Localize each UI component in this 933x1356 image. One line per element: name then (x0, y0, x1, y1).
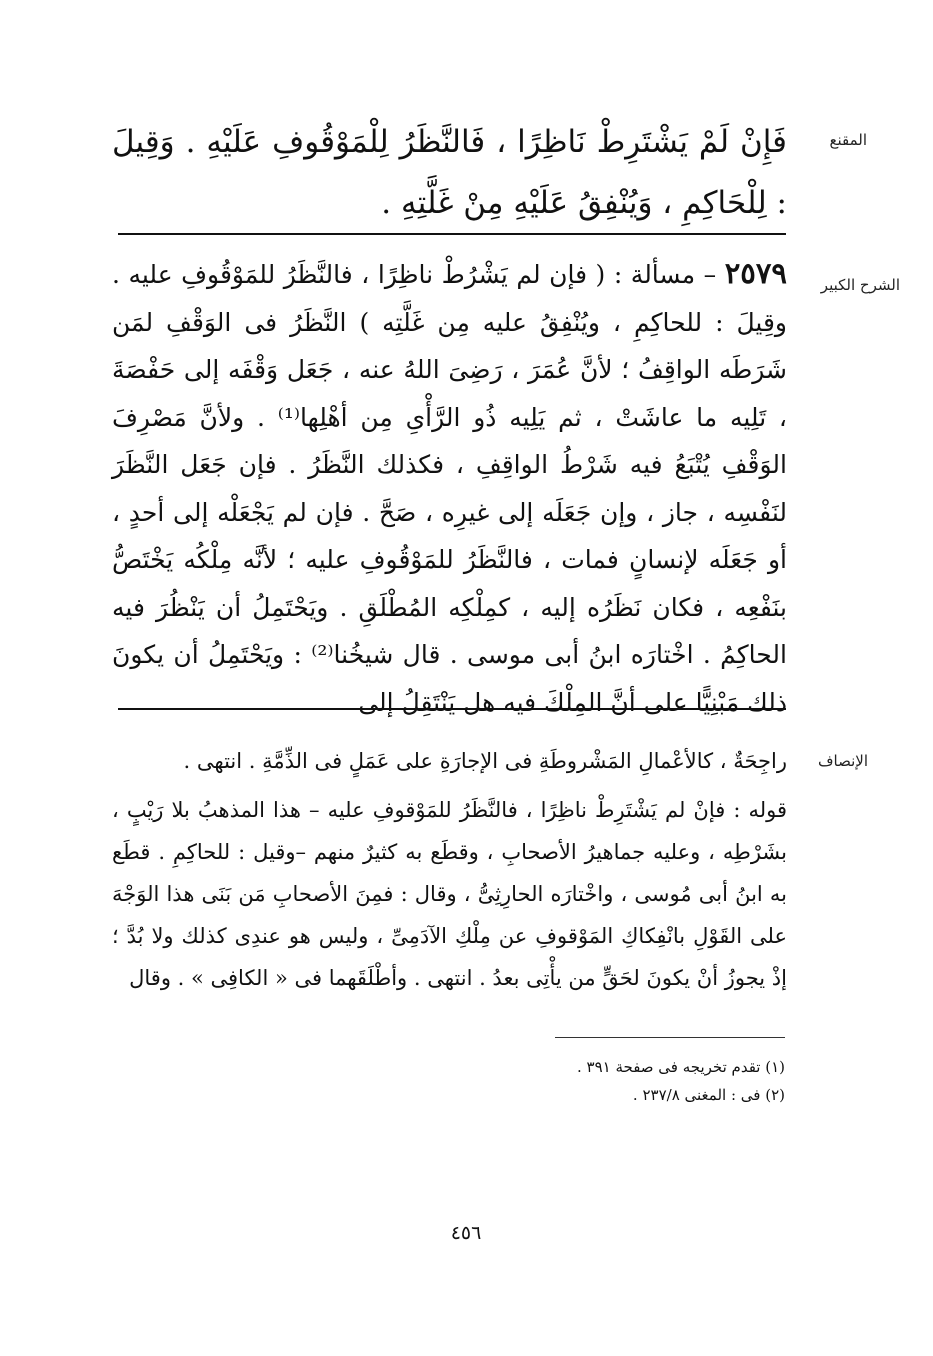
footnote-2: (٢) فى : المغنى ٢٣٧/٨ . (632, 1086, 785, 1104)
insaf-text-block (112, 740, 787, 999)
sharh-body: – مسألة : ( فإن لم يَشْرُطْ ناظِرًا ، فالنَّظَرُ للمَوْقُوفِ عليه . وقِيلَ : للحاكِمِ ، ويُنْفِقُ عليه مِن غَلَّتِه ) النَّظَرُ فى الوَقْفِ لمَن شَرَطَه الواقِفُ ؛ لأنَّ عُمَرَ ، رَضِىَ اللهُ عنه ، جَعَل وَقْفَه إلى حَفْصَةَ ، تَلِيه ما عاشَتْ ، ثم يَلِيه ذُو الرَّأْىِ مِن أهْلِها⁽¹⁾ . ولأنَّ مَصْرِفَ الوَقْفِ يُتْبَعُ فيه شَرْطُ الواقِفِ ، فكذلك النَّظَرُ . فإن جَعَل النَّظَرَ لنَفْسِه ، جاز ، وإن جَعَلَه إلى غيرِه ، صَحَّ . فإن لم يَجْعَلْه إلى أحدٍ ، أو جَعَلَه لإنسانٍ فمات ، فالنَّظَرُ للمَوْقُوفِ عليه ؛ لأنَّه مِلْكُه يَخْتَصُّ بنَفْعِه ، فكان نَظَرُه إليه ، كمِلْكِه المُطْلَقِ . ويَحْتَمِلُ أن يَنْظُرَ فيه الحاكِمُ . اخْتارَه ابنُ أبى موسى . قال شيخُنا⁽²⁾ : ويَحْتَمِلُ أن يكونَ ذلك مَبْنِيًّا على أنَّ المِلْكَ فيه هل يَنْتَقِلُ إلى (112, 260, 787, 717)
issue-number: ٢٥٧٩ (724, 256, 787, 290)
rule-after-muqni (118, 233, 786, 235)
muqni-paragraph: فَإِنْ لَمْ يَشْتَرِطْ نَاظِرًا ، فَالنَّظَرُ لِلْمَوْقُوفِ عَلَيْهِ . وَقِيلَ : لِلْحَاكِمِ ، وَيُنْفِقُ عَلَيْهِ مِنْ غَلَّتِهِ . (112, 124, 787, 221)
footnote-separator (555, 1037, 785, 1038)
footnote-1: (١) تقدم تخريجه فى صفحة ٣٩١ . (576, 1058, 785, 1076)
footnotes (300, 1053, 785, 1109)
label-sharh-kabir: الشرح الكبير (820, 276, 900, 294)
muqni-text-block (112, 112, 787, 234)
label-insaf: الإنصاف (817, 752, 868, 770)
sharh-paragraph (112, 250, 787, 726)
insaf-paragraph: قوله : فإنْ لم يَشْتَرِطْ ناظِرًا ، فالنَّظَرُ للمَوْقوفِ عليه – هذا المذهبُ بلا رَيْبٍ ، بشَرْطِه ، وعليه جماهيرُ الأصحابِ ، وقطَع به كثيرٌ منهم –وقيل : للحاكِمِ . قطَع به ابنُ أبى مُوسى ، واخْتارَه الحارِثِىُّ ، وقال : فمِنَ الأصحابِ مَن بَنَى هذا الوَجْهَ على القَوْلِ بانْفِكاكِ المَوْقوفِ عن مِلْكِ الآدَمِىِّ ، وليس هو عندِى كذلك ولا بُدَّ ؛ إذْ يجوزُ أنْ يكونَ لحَقٍّ من يأْتِى بعدُ . انتهى . وأطْلَقَهما فى « الكافِى » . وقال (112, 798, 787, 990)
insaf-first-line: راجِحَةٌ ، كالأعْمالِ المَشْروطَةِ فى الإجارَةِ على عَمَلٍ فى الذِّمَّةِ . انتهى . (183, 749, 787, 773)
page-number: ٤٥٦ (450, 1222, 482, 1244)
rule-after-sharh (118, 708, 786, 710)
sharh-text-block (112, 250, 787, 726)
label-muqni: المقنع (829, 131, 867, 149)
